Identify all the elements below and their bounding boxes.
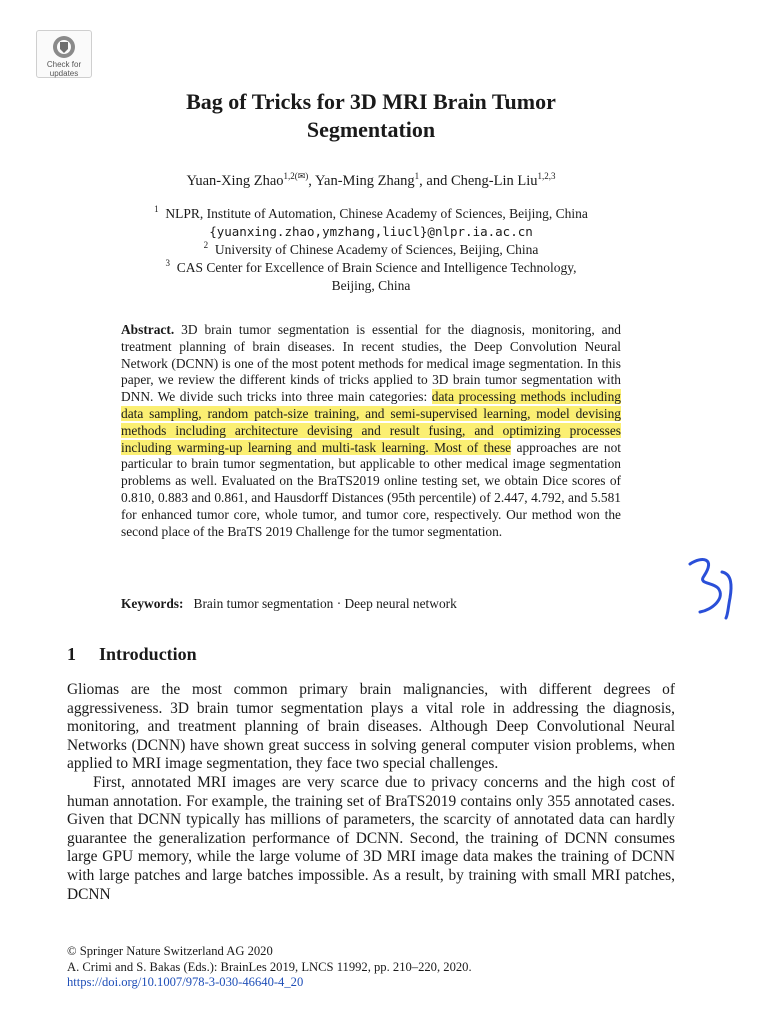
author-3-name: Cheng-Lin Liu — [450, 173, 538, 189]
author-list — [0, 171, 742, 191]
affiliation-3-sup: 3 — [165, 258, 170, 268]
author-separator-2: , and — [419, 173, 451, 189]
footer-doi-link[interactable]: https://doi.org/10.1007/978-3-030-46640-4_20 — [67, 975, 304, 990]
section-number: 1 — [67, 644, 76, 664]
author-3-affil-sup: 1,2,3 — [537, 171, 556, 181]
abstract-label: Abstract. — [121, 322, 175, 337]
body-paragraph-2: First, annotated MRI images are very scarce due to privacy concerns and the high cost of human annotation. For example, the training set of BraTS2019 contains only 355 annotated cases. Given that DCNN typically has millions of parameters, the scarcity of annotated data can hardly guarantee the generalization performance of DCNN. Second, the training of DCNN consumes large GPU memory, while the large volume of 3D MRI image data makes the training of DCNN with large patches and large batches impossible. As a result, by training with small MRI patches, DCNN — [67, 773, 675, 903]
author-1-name: Yuan-Xing Zhao — [186, 173, 284, 189]
affiliation-1-text: NLPR, Institute of Automation, Chinese Academy of Sciences, Beijing, China — [165, 206, 588, 221]
badge-label-line1: Check for — [46, 60, 82, 69]
abstract-highlight: data processing methods including data sampling, random patch-size training, and semi-supervised learning, model devising methods including architecture devising and result fusing, and optimizing processes including warming-up learning and multi-task learning. Most of these — [121, 389, 621, 455]
check-for-updates-badge[interactable] — [36, 30, 92, 78]
author-emails — [100, 223, 642, 241]
keywords — [121, 595, 621, 612]
section-title: Introduction — [99, 644, 197, 664]
affiliation-1-sup: 1 — [154, 204, 159, 214]
abstract-text-2: approaches are not particular to brain tumor segmentation, but applicable to other medical image segmentation problems as well. Evaluated on the BraTS2019 online testing set, we obtain Dice scores of 0.810, 0.883 and 0.861, and Hausdorff Distances (95th percentile) of 2.447, 4.792, and 5.581 for enhanced tumor core, whole tumor, and tumor core, respectively. Our method won the second place of the BraTS 2019 Challenge for the tumor segmentation. — [121, 439, 621, 539]
abstract — [121, 322, 621, 540]
handwritten-annotation-mark — [682, 552, 742, 624]
affiliation-2-sup: 2 — [203, 240, 209, 250]
affiliation-3-text: CAS Center for Excellence of Brain Science and Intelligence Technology, — [176, 260, 577, 275]
title-line-1: Bag of Tricks for 3D MRI Brain Tumor — [186, 89, 556, 114]
affiliation-2-text: University of Chinese Academy of Sciences, Beijing, China — [214, 242, 539, 257]
affiliations — [100, 205, 642, 295]
badge-label-line2: updates — [49, 69, 79, 78]
author-emails-text[interactable]: {yuanxing.zhao,ymzhang,liucl}@nlpr.ia.ac.cn — [209, 224, 533, 239]
footer-citation: A. Crimi and S. Bakas (Eds.): BrainLes 2019, LNCS 11992, pp. 210–220, 2020. — [67, 959, 472, 974]
body-paragraph-1: Gliomas are the most common primary brain malignancies, with different degrees of aggressiveness. 3D brain tumor segmentation plays a vital role in addressing the diagnosis, monitoring, and treatment planning of brain diseases. Although Deep Convolutional Neural Networks (DCNN) have shown great success in solving general computer vision problems, when applied to MRI image segmentation, they face two special challenges. — [67, 681, 675, 773]
abstract-text-1: 3D brain tumor segmentation is essential for the diagnosis, monitoring, and treatment planning of brain diseases. In recent studies, the Deep Convolution Neural Network (DCNN) is one of the most potent methods for medical image segmentation. In this paper, we review the different kinds of tricks applied to 3D brain tumor segmentation with DNN. We divide such tricks into three main categories: — [121, 322, 621, 405]
footer-copyright: © Springer Nature Switzerland AG 2020 — [67, 944, 273, 958]
check-updates-icon — [51, 34, 77, 60]
author-2-name: Yan-Ming Zhang — [315, 173, 415, 189]
title-line-2: Segmentation — [306, 117, 436, 142]
section-heading-introduction — [67, 642, 197, 666]
introduction-body — [67, 681, 675, 904]
affiliation-3 — [100, 259, 642, 277]
affiliation-2 — [100, 241, 642, 259]
paper-title — [0, 88, 742, 144]
author-2-affil-sup: 1 — [414, 171, 420, 181]
keywords-label: Keywords: — [121, 596, 184, 611]
affiliation-1 — [100, 205, 642, 223]
author-1-affil-sup[interactable]: 1,2(✉) — [283, 171, 309, 181]
affiliation-3-continued: Beijing, China — [331, 278, 411, 293]
page-footer — [67, 944, 472, 991]
keywords-text: Brain tumor segmentation · Deep neural network — [193, 596, 457, 611]
author-separator-1: , — [308, 173, 316, 189]
